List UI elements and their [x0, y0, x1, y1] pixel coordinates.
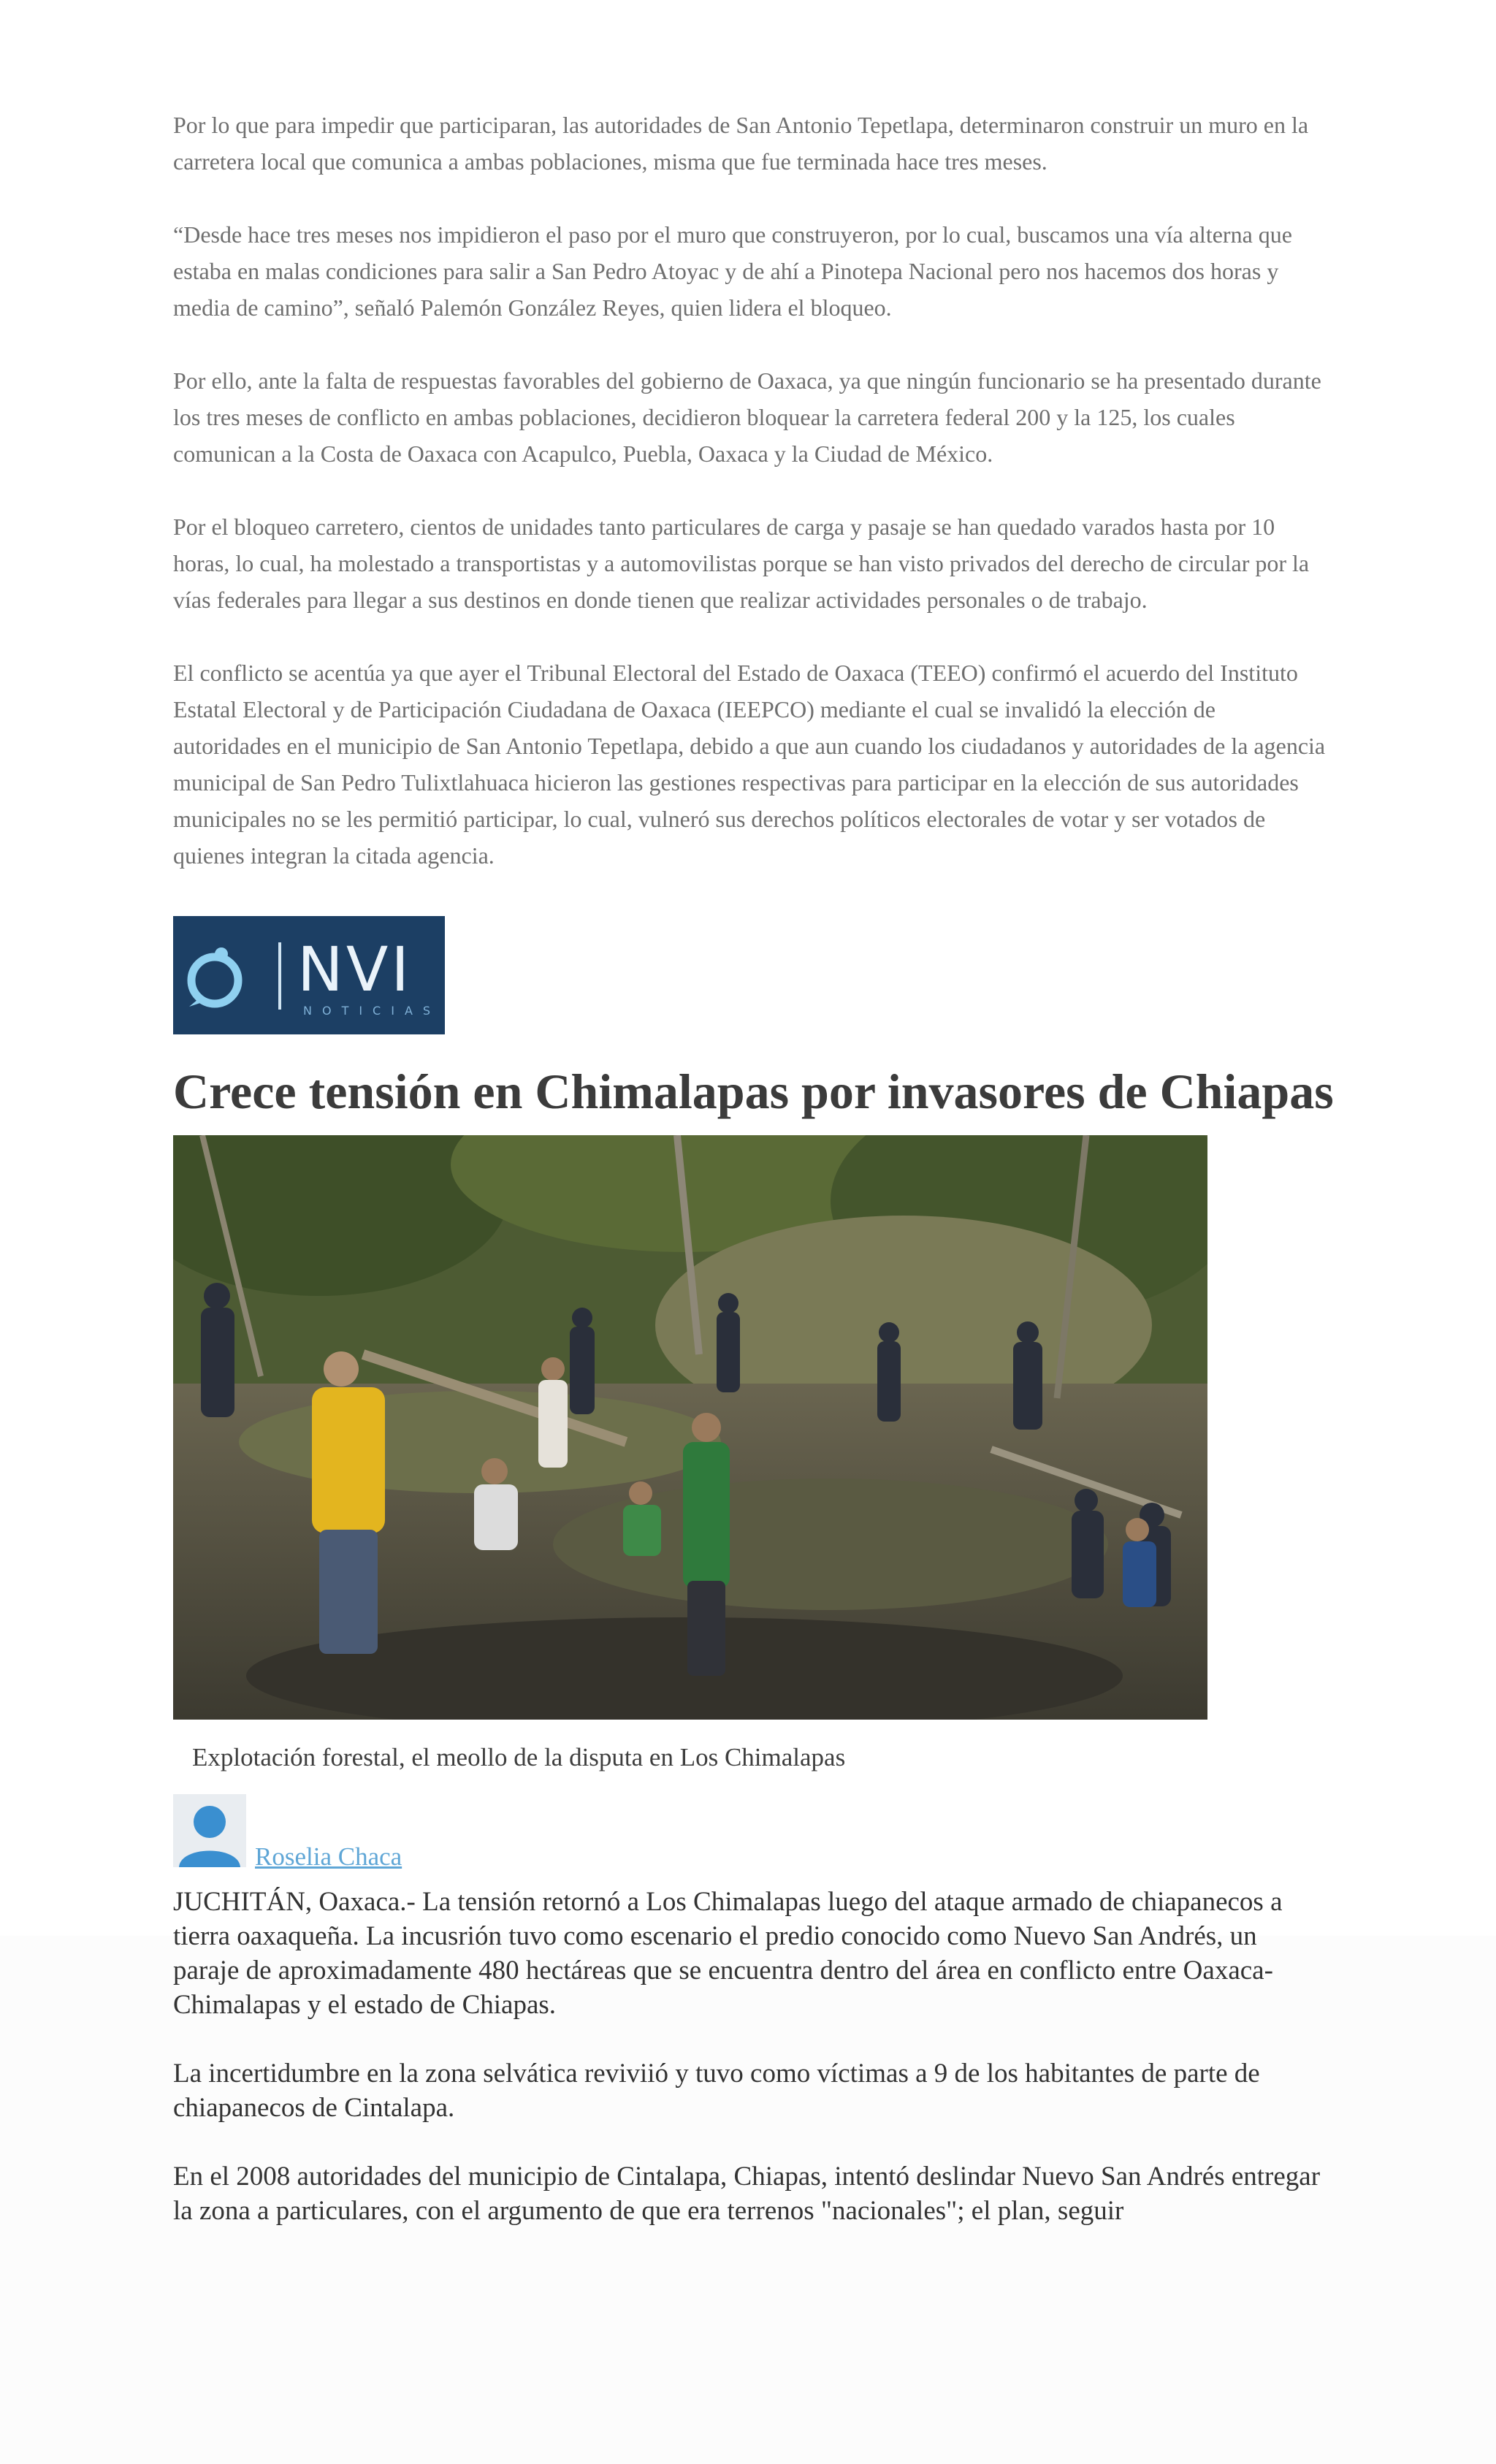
nvi-speech-bubble-icon [183, 945, 246, 1008]
logo-divider [278, 942, 281, 1010]
article-headline: Crece tensión en Chimalapas por invasores de Chiapas [173, 1064, 1334, 1119]
author-link[interactable]: Roselia Chaca [255, 1842, 402, 1871]
previous-article-paragraph: “Desde hace tres meses nos impidieron el paso por el muro que construyeron, por lo cual, buscamos una vía alterna que estaba en malas condiciones para salir a San Pedro Atoyac y de ahí a Pinotepa Nacional pero nos hacemos dos horas y media de camino”, señaló Palemón González Reyes, quien lidera el bloqueo. [173, 221, 1292, 321]
logo-wordmark: NVI [297, 934, 413, 1005]
article-body-paragraph: JUCHITÁN, Oaxaca.- La tensión retornó a Los Chimalapas luego del ataque armado de chiapanecos a tierra oaxaqueña. La incusrión tuvo como escenario el predio conocido como Nuevo San Andrés, un paraje de aproximadamente 480 hectáreas que se encuentra dentro del área en conflicto entre Oaxaca-Chimalapas y el estado de Chiapas. [173, 1887, 1283, 2020]
previous-article-paragraph: Por lo que para impedir que participaran, las autoridades de San Antonio Tepetlapa, determinaron construir un muro en la carretera local que comunica a ambas poblaciones, misma que fue terminada hace tres meses. [173, 112, 1309, 175]
previous-article-section [173, 107, 1327, 874]
user-avatar-icon [173, 1794, 246, 1867]
article-photo [173, 1135, 1207, 1720]
nvi-noticias-logo[interactable] [173, 916, 445, 1034]
article-body-paragraph: La incertidumbre en la zona selvática reviviió y tuvo como víctimas a 9 de los habitantes de parte de chiapanecos de Cintalapa. [173, 2059, 1260, 2123]
photo-caption: Explotación forestal, el meollo de la disputa en Los Chimalapas [192, 1743, 846, 1771]
author-byline [173, 1794, 1327, 1870]
previous-article-paragraph: Por ello, ante la falta de respuestas favorables del gobierno de Oaxaca, ya que ningún funcionario se ha presentado durante los tres meses de conflicto en ambas poblaciones, decidieron bloquear la carretera federal 200 y la 125, los cuales comunican a la Costa de Oaxaca con Acapulco, Puebla, Oaxaca y la Ciudad de México. [173, 367, 1321, 467]
previous-article-paragraph: Por el bloqueo carretero, cientos de unidades tanto particulares de carga y pasaje se han quedado varados hasta por 10 horas, lo cual, ha molestado a transportistas y a automovilistas porque se han visto privados del derecho de circular por la vías federales para llegar a sus destinos en donde tienen que realizar actividades personales o de trabajo. [173, 514, 1310, 613]
article-body-paragraph: En el 2008 autoridades del municipio de Cintalapa, Chiapas, intentó deslindar Nuevo San Andrés entregar la zona a particulares, con el argumento de que era terrenos "nacionales"; el plan, seguir [173, 2162, 1321, 2226]
logo-subtitle: NOTICIAS [303, 1004, 441, 1018]
previous-article-paragraph: El conflicto se acentúa ya que ayer el Tribunal Electoral del Estado de Oaxaca (TEEO) confirmó el acuerdo del Instituto Estatal Electoral y de Participación Ciudadana de Oaxaca (IEEPCO) mediante el cual se invalidó la elección de autoridades en el municipio de San Antonio Tepetlapa, debido a que aun cuando los ciudadanos y autoridades de la agencia municipal de San Pedro Tulixtlahuaca hicieron las gestiones respectivas para participar en la elección de sus autoridades municipales no se les permitió participar, lo cual, vulneró sus derechos políticos electorales de votar y ser votados de quienes integran la citada agencia. [173, 660, 1326, 869]
page-content [173, 107, 1334, 2228]
